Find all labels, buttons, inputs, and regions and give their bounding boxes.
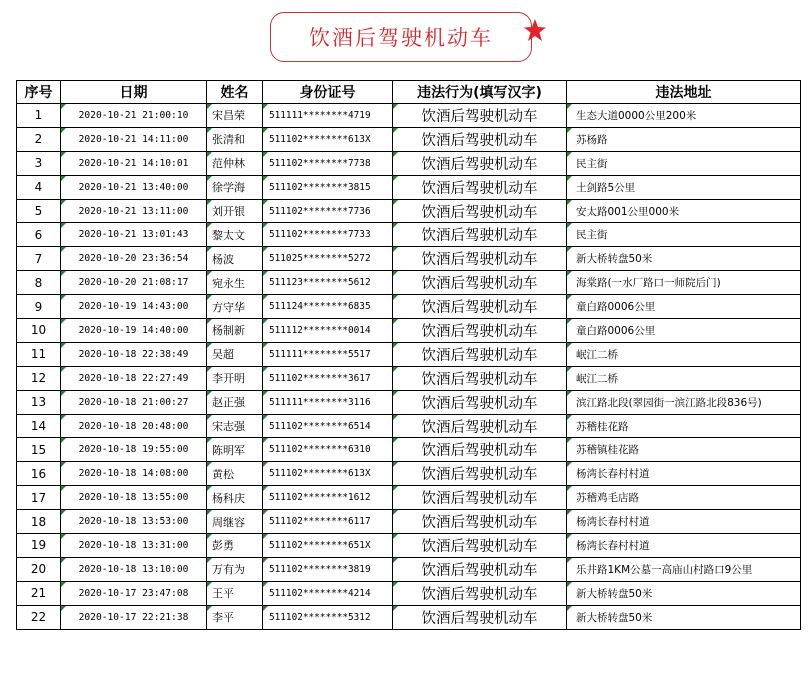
cell-location: 杨湾长春村村道 <box>567 462 801 486</box>
cell-name: 宋志强 <box>207 414 263 438</box>
cell-location: 滨江路北段(翠园街一滨江路北段836号) <box>567 390 801 414</box>
header-index: 序号 <box>17 81 61 104</box>
cell-index: 22 <box>17 605 61 629</box>
cell-index: 8 <box>17 271 61 295</box>
cell-date: 2020-10-21 14:10:01 <box>61 151 207 175</box>
cell-index: 14 <box>17 414 61 438</box>
table-row <box>17 462 801 486</box>
cell-violation: 饮酒后驾驶机动车 <box>393 104 567 128</box>
cell-date: 2020-10-20 23:36:54 <box>61 247 207 271</box>
cell-date: 2020-10-17 22:21:38 <box>61 605 207 629</box>
cell-id-number: 511124********6835 <box>263 295 393 319</box>
cell-index: 15 <box>17 438 61 462</box>
cell-id-number: 511123********5612 <box>263 271 393 295</box>
cell-violation: 饮酒后驾驶机动车 <box>393 462 567 486</box>
table-row <box>17 271 801 295</box>
cell-violation: 饮酒后驾驶机动车 <box>393 581 567 605</box>
cell-location: 海棠路(一水厂路口一师院后门) <box>567 271 801 295</box>
cell-location: 乐井路1KM公墓一高庙山村路口9公里 <box>567 557 801 581</box>
cell-id-number: 511102********7733 <box>263 223 393 247</box>
page-title-text: 饮酒后驾驶机动车 <box>309 26 493 50</box>
cell-name: 徐学海 <box>207 175 263 199</box>
table-row <box>17 534 801 558</box>
cell-index: 3 <box>17 151 61 175</box>
header-date: 日期 <box>61 81 207 104</box>
cell-name: 赵正强 <box>207 390 263 414</box>
cell-index: 20 <box>17 557 61 581</box>
cell-violation: 饮酒后驾驶机动车 <box>393 199 567 223</box>
cell-date: 2020-10-19 14:43:00 <box>61 295 207 319</box>
cell-id-number: 511102********6117 <box>263 510 393 534</box>
cell-index: 19 <box>17 534 61 558</box>
cell-name: 吴超 <box>207 342 263 366</box>
cell-id-number: 511102********4214 <box>263 581 393 605</box>
cell-violation: 饮酒后驾驶机动车 <box>393 151 567 175</box>
cell-violation: 饮酒后驾驶机动车 <box>393 223 567 247</box>
cell-index: 10 <box>17 319 61 343</box>
cell-index: 11 <box>17 342 61 366</box>
table-row <box>17 223 801 247</box>
cell-index: 21 <box>17 581 61 605</box>
cell-location: 安太路001公里000米 <box>567 199 801 223</box>
cell-id-number: 511102********1612 <box>263 486 393 510</box>
cell-id-number: 511102********3617 <box>263 366 393 390</box>
cell-id-number: 511111********5517 <box>263 342 393 366</box>
cell-violation: 饮酒后驾驶机动车 <box>393 175 567 199</box>
cell-location: 杨湾长春村村道 <box>567 534 801 558</box>
cell-date: 2020-10-18 13:31:00 <box>61 534 207 558</box>
table-row <box>17 342 801 366</box>
cell-id-number: 511102********7738 <box>263 151 393 175</box>
table-row <box>17 127 801 151</box>
cell-id-number: 511102********5312 <box>263 605 393 629</box>
header-violation: 违法行为(填写汉字) <box>393 81 567 104</box>
cell-index: 9 <box>17 295 61 319</box>
cell-date: 2020-10-21 21:00:10 <box>61 104 207 128</box>
cell-name: 杨制新 <box>207 319 263 343</box>
cell-date: 2020-10-19 14:40:00 <box>61 319 207 343</box>
cell-name: 彭勇 <box>207 534 263 558</box>
star-icon <box>523 18 547 42</box>
cell-violation: 饮酒后驾驶机动车 <box>393 295 567 319</box>
header-id-number: 身份证号 <box>263 81 393 104</box>
table-row <box>17 557 801 581</box>
table-row <box>17 605 801 629</box>
table-row <box>17 581 801 605</box>
cell-id-number: 511102********3815 <box>263 175 393 199</box>
cell-name: 杨科庆 <box>207 486 263 510</box>
table-row <box>17 319 801 343</box>
cell-name: 万有为 <box>207 557 263 581</box>
cell-id-number: 511102********3819 <box>263 557 393 581</box>
cell-index: 4 <box>17 175 61 199</box>
cell-name: 刘开银 <box>207 199 263 223</box>
cell-date: 2020-10-18 22:27:49 <box>61 366 207 390</box>
cell-date: 2020-10-21 13:11:00 <box>61 199 207 223</box>
cell-id-number: 511102********7736 <box>263 199 393 223</box>
cell-date: 2020-10-21 13:01:43 <box>61 223 207 247</box>
cell-id-number: 511102********651X <box>263 534 393 558</box>
cell-violation: 饮酒后驾驶机动车 <box>393 414 567 438</box>
cell-index: 2 <box>17 127 61 151</box>
cell-violation: 饮酒后驾驶机动车 <box>393 271 567 295</box>
cell-index: 16 <box>17 462 61 486</box>
cell-violation: 饮酒后驾驶机动车 <box>393 557 567 581</box>
cell-id-number: 511111********4719 <box>263 104 393 128</box>
cell-location: 童白路0006公里 <box>567 319 801 343</box>
cell-name: 黎太文 <box>207 223 263 247</box>
cell-date: 2020-10-18 13:53:00 <box>61 510 207 534</box>
cell-name: 范仲林 <box>207 151 263 175</box>
cell-index: 7 <box>17 247 61 271</box>
table-row <box>17 366 801 390</box>
cell-violation: 饮酒后驾驶机动车 <box>393 510 567 534</box>
cell-name: 杨波 <box>207 247 263 271</box>
cell-location: 生态大道0000公里200米 <box>567 104 801 128</box>
cell-location: 新大桥转盘50米 <box>567 581 801 605</box>
cell-location: 土剑路5公里 <box>567 175 801 199</box>
cell-location: 新大桥转盘50米 <box>567 605 801 629</box>
cell-name: 李开明 <box>207 366 263 390</box>
cell-name: 宋昌荣 <box>207 104 263 128</box>
violation-table <box>16 80 801 630</box>
table-row <box>17 414 801 438</box>
cell-name: 张清和 <box>207 127 263 151</box>
cell-index: 17 <box>17 486 61 510</box>
table-row <box>17 510 801 534</box>
page-title <box>270 12 532 62</box>
cell-location: 杨湾长春村村道 <box>567 510 801 534</box>
cell-name: 周继容 <box>207 510 263 534</box>
cell-index: 12 <box>17 366 61 390</box>
cell-date: 2020-10-18 19:55:00 <box>61 438 207 462</box>
header-name: 姓名 <box>207 81 263 104</box>
table-header-row <box>17 81 801 104</box>
cell-violation: 饮酒后驾驶机动车 <box>393 127 567 151</box>
table-row <box>17 295 801 319</box>
cell-location: 苏稽鸡毛店路 <box>567 486 801 510</box>
cell-date: 2020-10-18 22:38:49 <box>61 342 207 366</box>
cell-violation: 饮酒后驾驶机动车 <box>393 534 567 558</box>
table-row <box>17 486 801 510</box>
cell-date: 2020-10-21 13:40:00 <box>61 175 207 199</box>
cell-violation: 饮酒后驾驶机动车 <box>393 366 567 390</box>
cell-index: 1 <box>17 104 61 128</box>
cell-name: 李平 <box>207 605 263 629</box>
cell-date: 2020-10-18 14:08:00 <box>61 462 207 486</box>
cell-violation: 饮酒后驾驶机动车 <box>393 486 567 510</box>
cell-date: 2020-10-20 21:08:17 <box>61 271 207 295</box>
cell-location: 童白路0006公里 <box>567 295 801 319</box>
cell-name: 王平 <box>207 581 263 605</box>
cell-date: 2020-10-18 13:10:00 <box>61 557 207 581</box>
cell-violation: 饮酒后驾驶机动车 <box>393 342 567 366</box>
cell-name: 黄松 <box>207 462 263 486</box>
cell-location: 新大桥转盘50米 <box>567 247 801 271</box>
cell-id-number: 511102********6514 <box>263 414 393 438</box>
cell-violation: 饮酒后驾驶机动车 <box>393 438 567 462</box>
cell-index: 5 <box>17 199 61 223</box>
table-row <box>17 199 801 223</box>
table-row <box>17 390 801 414</box>
cell-violation: 饮酒后驾驶机动车 <box>393 605 567 629</box>
cell-date: 2020-10-21 14:11:00 <box>61 127 207 151</box>
cell-violation: 饮酒后驾驶机动车 <box>393 390 567 414</box>
cell-id-number: 511102********613X <box>263 462 393 486</box>
cell-date: 2020-10-18 13:55:00 <box>61 486 207 510</box>
cell-location: 苏稽镇桂花路 <box>567 438 801 462</box>
cell-location: 岷江二桥 <box>567 342 801 366</box>
table-row <box>17 151 801 175</box>
cell-location: 苏杨路 <box>567 127 801 151</box>
cell-date: 2020-10-17 23:47:08 <box>61 581 207 605</box>
cell-date: 2020-10-18 20:48:00 <box>61 414 207 438</box>
table-row <box>17 247 801 271</box>
table-row <box>17 438 801 462</box>
cell-index: 18 <box>17 510 61 534</box>
cell-id-number: 511102********6310 <box>263 438 393 462</box>
cell-name: 宛永生 <box>207 271 263 295</box>
cell-location: 民主街 <box>567 151 801 175</box>
header-location: 违法地址 <box>567 81 801 104</box>
cell-name: 方守华 <box>207 295 263 319</box>
table-row <box>17 175 801 199</box>
cell-violation: 饮酒后驾驶机动车 <box>393 319 567 343</box>
cell-location: 岷江二桥 <box>567 366 801 390</box>
cell-id-number: 511111********3116 <box>263 390 393 414</box>
cell-id-number: 511112********0014 <box>263 319 393 343</box>
table-row <box>17 104 801 128</box>
cell-id-number: 511025********5272 <box>263 247 393 271</box>
cell-location: 民主街 <box>567 223 801 247</box>
cell-violation: 饮酒后驾驶机动车 <box>393 247 567 271</box>
cell-location: 苏稽桂花路 <box>567 414 801 438</box>
cell-name: 陈明军 <box>207 438 263 462</box>
cell-date: 2020-10-18 21:00:27 <box>61 390 207 414</box>
cell-id-number: 511102********613X <box>263 127 393 151</box>
cell-index: 13 <box>17 390 61 414</box>
cell-index: 6 <box>17 223 61 247</box>
